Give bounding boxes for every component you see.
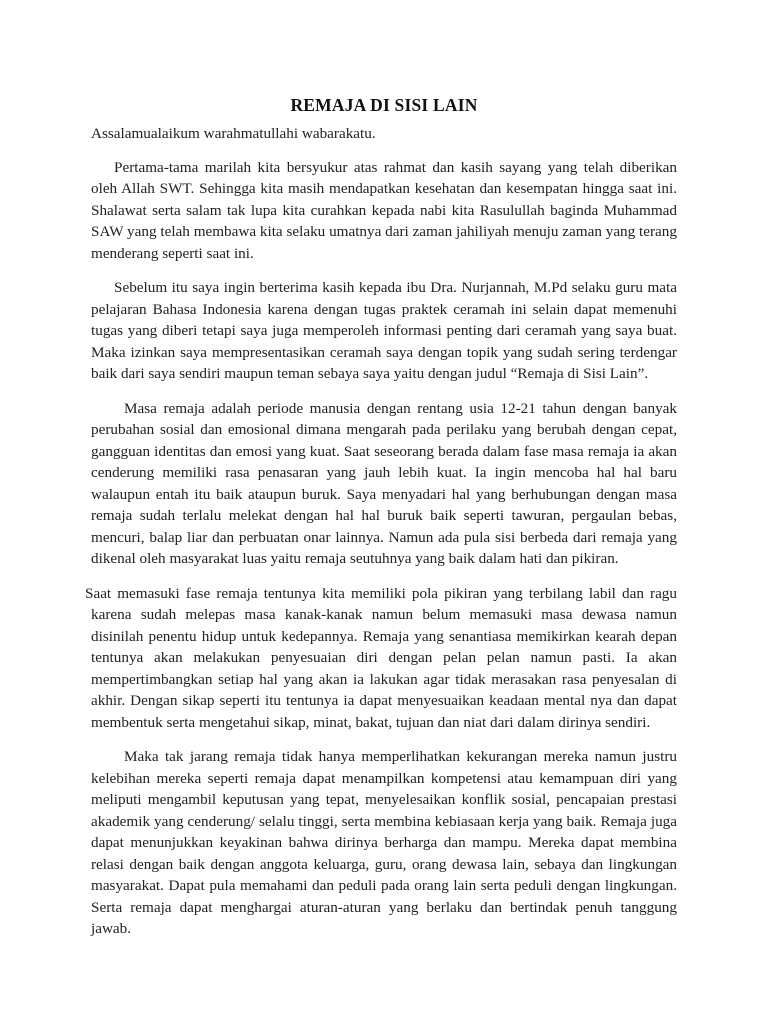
paragraph-opening: Pertama-tama marilah kita bersyukur atas rahmat dan kasih sayang yang telah diberikan oleh Allah SWT. Sehingga kita masih mendapatkan kesehatan dan kesempatan hingga saat ini. Shalawat serta salam tak lupa kita curahkan kepada nabi kita Rasulullah baginda Muhammad SAW yang telah membawa kita selaku umatnya dari zaman jahiliyah menuju zaman yang terang menderang seperti saat ini. bbox=[91, 158, 677, 262]
paragraph-thanks: Sebelum itu saya ingin berterima kasih kepada ibu Dra. Nurjannah, M.Pd selaku guru mata pelajaran Bahasa Indonesia karena dengan tugas praktek ceramah ini selain dapat memenuhi tugas yang diberi tetapi saya juga memperoleh informasi penting dari ceramah yang saya buat. Maka izinkan saya mempresentasikan ceramah saya dengan topik yang sudah sering terdengar baik dari saya sendiri maupun teman sebaya saya yaitu dengan judul “Remaja di Sisi Lain”. bbox=[91, 279, 677, 382]
greeting-line: Assalamualaikum warahmatullahi wabarakatu. bbox=[91, 125, 376, 142]
paragraph-adolescence-phase: Saat memasuki fase remaja tentunya kita memiliki pola pikiran yang terbilang labil dan ragu karena sudah melepas masa kanak-kanak namun belum memasuki masa dewasa namun disinilah penentu hidup untuk kedepannya. Remaja yang senantiasa memikirkan kearah depan tentunya akan melakukan penyesuaian diri dengan pelan pelan namun pasti. Ia akan mempertimbangkan setiap hal yang akan ia lakukan agar tidak merasakan rasa penyesalan di akhir. Dengan sikap seperti itu tentunya ia dapat menyesuaikan keadaan mental nya dan dapat membentuk serta mengetahui sikap, minat, bakat, tujuan dan niat dari dalam dirinya sendiri. bbox=[85, 584, 677, 731]
paragraph-adolescence-definition: Masa remaja adalah periode manusia dengan rentang usia 12-21 tahun dengan banyak perubahan sosial dan emosional dimana mengarah pada perilaku yang berubah dengan cepat, gangguan identitas dan emosi yang kuat. Saat seseorang berada dalam fase masa remaja ia akan cenderung memiliki rasa penasaran yang jauh lebih kuat. Ia ingin mencoba hal hal baru walaupun entah itu baik ataupun buruk. Saya menyadari hal yang berhubungan dengan masa remaja sudah terlalu melekat dengan hal hal buruk baik seperti tawuran, pergaulan bebas, mencuri, balap liar dan perbuatan onar lainnya. Namun ada pula sisi berbeda dari remaja yang dikenal oleh masyarakat luas yaitu remaja seutuhnya yang baik dalam hati dan pikiran. bbox=[91, 399, 677, 567]
document-title: REMAJA DI SISI LAIN bbox=[290, 95, 478, 115]
paragraph-adolescence-strengths: Maka tak jarang remaja tidak hanya memperlihatkan kekurangan mereka namun justru kelebihan mereka seperti remaja dapat menampilkan kompetensi atau kemampuan diri yang meliputi mengambil keputusan yang tepat, menyelesaikan konflik sosial, pencapaian prestasi akademik yang cenderung/ selalu tinggi, serta membina kebiasaan kerja yang baik. Remaja juga dapat menunjukkan keyakinan bahwa dirinya berharga dan mampu. Mereka dapat membina relasi dengan baik dengan anggota keluarga, guru, orang dewasa lain, sebaya dan lingkungan masyarakat. Dapat pula memahami dan peduli pada orang lain serta peduli dengan lingkungan. Serta remaja dapat menghargai aturan-aturan yang berlaku dan bertindak penuh tanggung jawab. bbox=[91, 748, 677, 937]
document-body bbox=[85, 94, 677, 953]
